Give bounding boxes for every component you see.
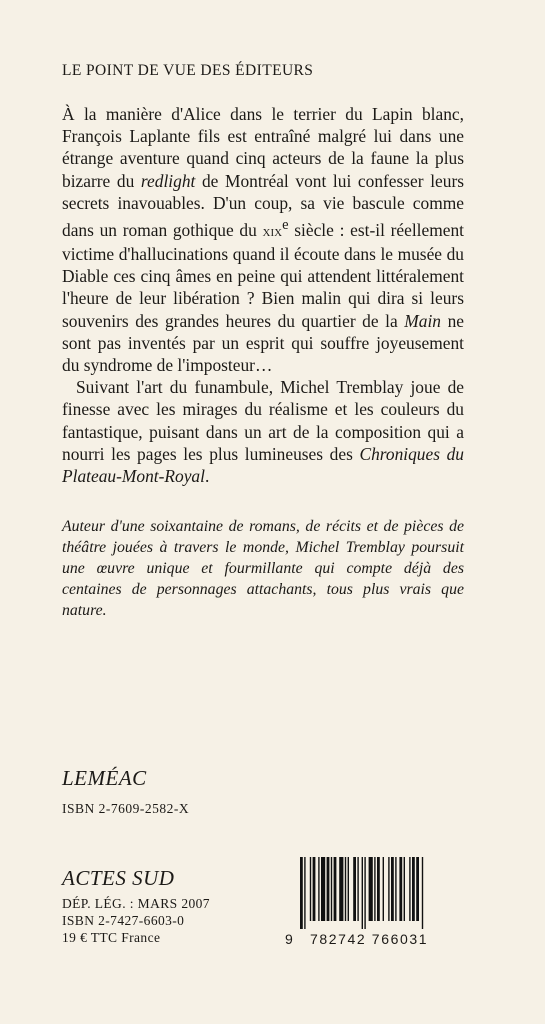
barcode-bar: [310, 857, 311, 921]
lemeac-logo: LEMÉAC: [62, 766, 147, 790]
barcode-bar: [416, 857, 419, 921]
barcode-bar: [409, 857, 410, 921]
italic-term-main: Main: [404, 310, 442, 331]
barcode-digits: 782742 766031: [310, 931, 429, 947]
barcode-bar: [313, 857, 316, 921]
barcode-bar: [364, 857, 365, 929]
barcode-bar: [412, 857, 415, 921]
barcode-bar: [334, 857, 337, 921]
barcode-bar: [383, 857, 384, 921]
century-superscript: e: [282, 217, 289, 234]
barcode-bar: [369, 857, 373, 921]
section-heading: LE POINT DE VUE DES ÉDITEURS: [62, 62, 314, 79]
barcode-first-digit: 9: [285, 931, 293, 947]
barcode-bar: [395, 857, 396, 921]
barcode-bar: [391, 857, 394, 921]
text-segment: À la manière d'Alice dans le terrier du Lapin blanc, François Laplante fils est entraîné malgré lui dans une étrange aventure quand cinq acteurs de la faune la plus bizarre du: [62, 104, 464, 191]
barcode-bar: [300, 857, 303, 929]
text-segment: Suivant l'art du funambule, Michel Tremblay joue de finesse avec les mirages du réalisme et les couleurs du fantastique, puisant dans un art de la composition qui a nourri les pages les plus lumineuses des: [62, 377, 464, 464]
barcode-bar: [318, 857, 319, 921]
barcode: [280, 857, 480, 947]
text-segment: ne sont pas inventés par un esprit qui souffre joyeusement du syndrome de l'imposteur…: [62, 310, 464, 376]
barcode-bar: [399, 857, 402, 921]
barcode-bar: [357, 857, 358, 921]
text-segment: .: [204, 466, 210, 487]
italic-book-title: Chroniques du Plateau-Mont-Royal: [62, 443, 464, 487]
century-numeral: xix: [262, 223, 283, 240]
barcode-bar: [321, 857, 325, 921]
actes-sud-isbn: ISBN 2-7427-6603-0: [62, 913, 185, 928]
synopsis: [62, 103, 464, 487]
text-segment: siècle : est-il réellement victime d'hallucinations quand il écoute dans le musée du Diable ces cinq âmes en peine qui attendent littéralement l'heure de leur libération ? Bien malin qui dira si leurs souvenirs des grandes heures du quartier de la: [62, 219, 464, 331]
barcode-bar: [304, 857, 305, 929]
barcode-bar: [327, 857, 330, 921]
barcode-bar: [348, 857, 349, 921]
author-bio: Auteur d'une soixantaine de romans, de récits et de pièces de théâtre jouées à travers le monde, Michel Tremblay poursuit une œuvre unique et fourmillante qui compte déjà des centaines de personnages attachants, tous plus vrais que nature.: [62, 518, 464, 619]
barcode-bar: [362, 857, 363, 929]
actes-sud-logo: ACTES SUD: [62, 866, 175, 890]
publication-info: [62, 895, 210, 946]
barcode-bar: [331, 857, 332, 921]
barcode-bar: [345, 857, 346, 921]
barcode-bar: [422, 857, 423, 929]
synopsis-paragraph-2: [62, 376, 464, 487]
italic-term-redlight: redlight: [140, 170, 196, 191]
legal-deposit: DÉP. LÉG. : MARS 2007: [62, 896, 210, 911]
barcode-bar: [339, 857, 343, 921]
barcode-bar: [388, 857, 389, 921]
barcode-bar: [404, 857, 405, 921]
price: 19 € TTC France: [62, 930, 161, 945]
synopsis-paragraph-1: [62, 103, 464, 376]
barcode-bar: [377, 857, 380, 921]
barcode-bar: [374, 857, 375, 921]
barcode-bars: [298, 857, 473, 929]
barcode-bar: [353, 857, 356, 921]
text-segment: de Montréal vont lui confesser leurs secrets inavouables. D'un coup, sa vie bascule comme dans un roman gothique du: [62, 170, 464, 240]
lemeac-isbn: ISBN 2-7609-2582-X: [62, 801, 190, 816]
